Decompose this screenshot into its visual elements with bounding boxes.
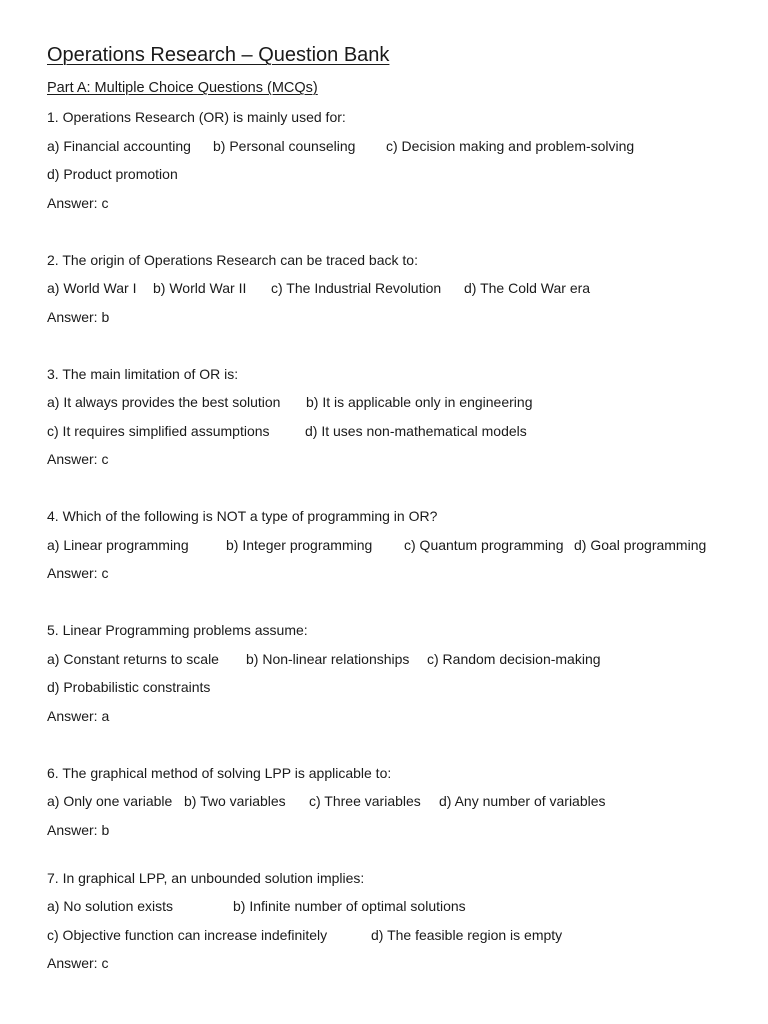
question-7-option-a: a) No solution exists [47,898,174,914]
question-5-text: 5. Linear Programming problems assume: [47,622,308,638]
question-2-option-a: a) World War I [47,280,137,296]
question-3-text: 3. The main limitation of OR is: [47,366,239,382]
question-5-option-a: a) Constant returns to scale [47,651,219,667]
question-7-text: 7. In graphical LPP, an unbounded solution implies: [47,870,365,886]
question-6-text: 6. The graphical method of solving LPP is applicable to: [47,765,392,781]
question-7-option-d: d) The feasible region is empty [371,927,563,943]
question-3-option-a: a) It always provides the best solution [47,394,281,410]
question-1-option-b: b) Personal counseling [213,138,356,154]
question-4-option-b: b) Integer programming [226,537,373,553]
question-7-option-b: b) Infinite number of optimal solutions [233,898,466,914]
question-4-option-c: c) Quantum programming [404,537,564,553]
question-4-text: 4. Which of the following is NOT a type of programming in OR? [47,508,438,524]
question-6-option-a: a) Only one variable [47,793,173,809]
question-1-option-d: d) Product promotion [47,166,178,182]
question-3-option-b: b) It is applicable only in engineering [306,394,533,410]
question-3-option-c: c) It requires simplified assumptions [47,423,270,439]
question-4-option-d: d) Goal programming [574,537,707,553]
question-4-option-a: a) Linear programming [47,537,189,553]
question-7-answer: Answer: c [47,955,109,971]
question-6-option-b: b) Two variables [184,793,286,809]
question-6-option-c: c) Three variables [309,793,421,809]
question-1-answer: Answer: c [47,195,109,211]
section-heading-part-a: Part A: Multiple Choice Questions (MCQs) [47,80,318,96]
question-5-answer: Answer: a [47,708,110,724]
question-3-option-d: d) It uses non-mathematical models [305,423,527,439]
question-1-text: 1. Operations Research (OR) is mainly used for: [47,109,346,125]
question-2-text: 2. The origin of Operations Research can be traced back to: [47,252,418,268]
question-5-option-c: c) Random decision-making [427,651,601,667]
question-3-answer: Answer: c [47,451,109,467]
question-5-option-b: b) Non-linear relationships [246,651,410,667]
document-title: Operations Research – Question Bank [47,44,390,66]
question-7-option-c: c) Objective function can increase indefinitely [47,927,328,943]
question-2-option-d: d) The Cold War era [464,280,591,296]
question-4-answer: Answer: c [47,565,109,581]
question-1-option-a: a) Financial accounting [47,138,191,154]
question-2-answer: Answer: b [47,309,110,325]
question-6-answer: Answer: b [47,822,110,838]
question-6-option-d: d) Any number of variables [439,793,606,809]
question-2-option-b: b) World War II [153,280,247,296]
question-1-option-c: c) Decision making and problem-solving [386,138,635,154]
question-5-option-d: d) Probabilistic constraints [47,679,211,695]
question-2-option-c: c) The Industrial Revolution [271,280,442,296]
